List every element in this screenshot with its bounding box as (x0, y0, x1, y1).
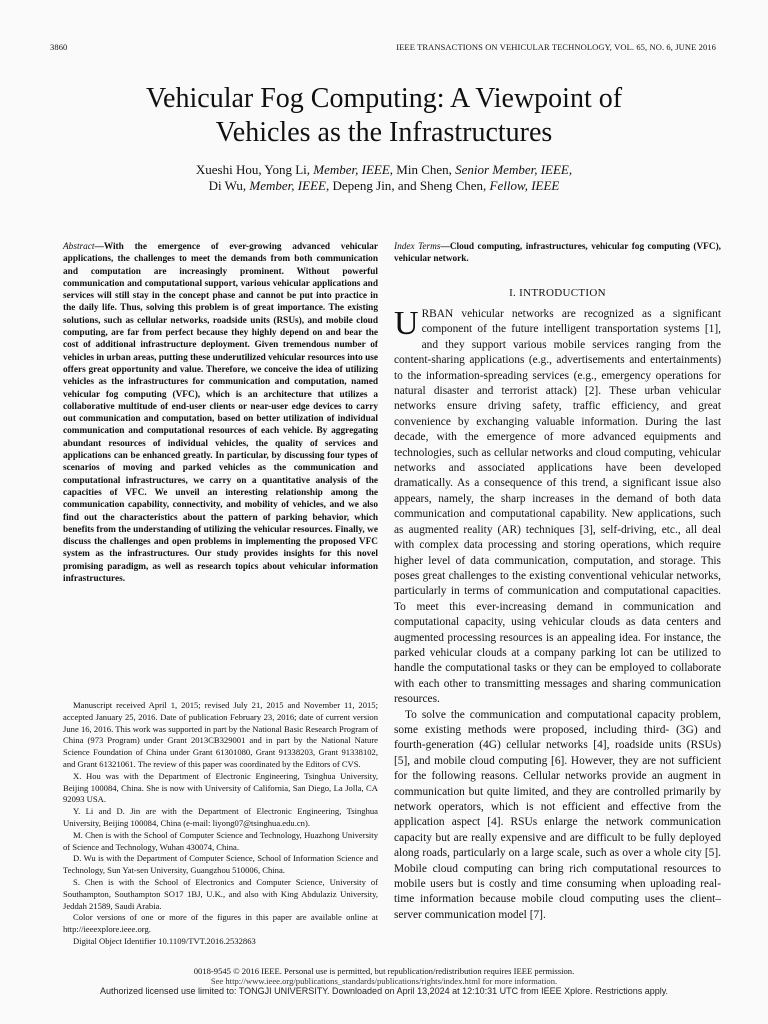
author-name: Sheng Chen (419, 178, 484, 193)
footnote-doi: Digital Object Identifier 10.1109/TVT.2016.2532863 (73, 935, 256, 946)
footnote-affiliation: D. Wu is with the Department of Computer Science, School of Information Science and Technology, Sun Yat-sen University, Guangzhou 510006, China. (63, 853, 378, 876)
footnote-affiliation: Y. Li and D. Jin are with the Department of Electronic Engineering, Tsinghua University, Beijing 100084, China (e-mail: liyong07@tsinghua.edu.cn). (63, 806, 378, 828)
author-role: Member, IEEE (249, 178, 326, 193)
abstract (63, 241, 378, 585)
footnote-affiliation: M. Chen is with the School of Computer Science and Technology, Huazhong University of Science and Technology, Wuhan 430074, China. (63, 829, 378, 852)
rights-link[interactable]: See http://www.ieee.org/publications_standards/publications/rights/index.html for more information. (210, 976, 558, 986)
index-terms-text: —Cloud computing, infrastructures, vehicular fog computing (VFC), vehicular network. (394, 242, 722, 265)
page-number: 3860 (50, 42, 68, 52)
paper-title (60, 82, 708, 150)
author-name: Xueshi Hou (195, 162, 259, 177)
footnote-manuscript: Manuscript received April 1, 2015; revised July 21, 2015 and November 11, 2015; accepted January 25, 2016. Date of publication February 23, 2016; date of current version June 16, 2016. This work was supported in part by the National Basic Research Program of China (973 Program) under Grant 2013CB329001 and in part by the National Nature Science Foundation of China under Grant 61301080, Grant 91338203, Grant 91338102, and Grant 61321061. The review of this paper was coordinated by the Editors of CVS. (63, 700, 378, 769)
title-line-2: Vehicles as the Infrastructures (215, 117, 553, 148)
author-line-2: Di Wu, Member, IEEE, Depeng Jin, and Sheng Chen, Fellow, IEEE (208, 178, 560, 193)
author-role: Fellow, IEEE (489, 178, 560, 193)
abstract-label: Abstract (63, 242, 95, 252)
index-terms-label: Index Terms (394, 242, 441, 252)
intro-paragraph-1: URBAN vehicular networks are recognized as a significant component of the future intelligent transportation systems [1], and they support various mobile services ranging from the content-sharing applications (e.g., advertisements and entertainments) to the information-spreading services (e.g., emergency operations for natural disaster and terrorist attack) [2]. These urban vehicular networks ensure driving safety, traffic efficiency, and great convenience by exchanging valuable information. During the last decade, with the emergence of more advanced equipments and technologies, such as cellular networks and cloud computing, vehicular networks and associated applications have been developed dramatically. As a consequence of this trend, a significant issue also appears, namely, the sharp increases in the demand of both data communication and computational capability. New applications, such as augmented reality (AR) techniques [3], self-driving, etc., all deal with complex data processing and storing operations, which require higher level of data communication, computation, and storage. This poses great challenges to the existing conventional vehicular networks, particularly in terms of communication and computational capacities. To meet this ever-increasing demand in communication and computational capacity, using vehicular clouds as data centers and augmented processing resources is an appealing idea. For instance, the parked vehicular clouds at a company parking lot can be utilized to handle the computational tasks or they can be employed to collaborate with each other to transmitting messages and sharing communication resources. (394, 305, 721, 706)
title-line-1: Vehicular Fog Computing: A Viewpoint of (145, 83, 623, 114)
first-word: RBAN (421, 308, 454, 320)
copyright-line: 0018-9545 © 2016 IEEE. Personal use is permitted, but republication/redistribution requires IEEE permission. (193, 966, 575, 976)
abstract-text: —With the emergence of ever-growing advanced vehicular applications, the challenges to meet the demands from both communication and computation are increasingly prominent. Without powerful communication and computational support, various vehicular applications and services will still stay in the concept phase and cannot be put into practice in the daily life. Thus, solving this problem is of great importance. The existing solutions, such as cellular networks, roadside units (RSUs), and mobile cloud computing, are far from perfect because they highly depend on and bear the cost of additional infrastructure deployment. Given tremendous number of vehicles in urban areas, putting these underutilized vehicular resources into use offers great opportunity and value. Therefore, we conceive the idea of utilizing vehicles as the infrastructures for communication and computation, named vehicular fog computing (VFC), which is an architecture that utilizes a collaborative multitude of end-user clients or near-user edge devices to carry out communication and computation, based on better utilization of individual communication and computational resources of each vehicle. By aggregating abundant resources of individual vehicles, the quality of services and applications can be enhanced greatly. In particular, by discussing four types of scenarios of moving and parked vehicles as the communication and computational infrastructures, we carry on a quantitative analysis of the capacities of VFC. We unveil an interesting relationship among the communication capability, connectivity, and mobility of vehicles, and we also find out the characteristics about the pattern of parking behavior, which benefits from the understanding of utilizing the vehicular resources. Finally, we discuss the challenges and open problems in implementing the proposed VFC system as the infrastructures. Our study provides insights for this novel promising paradigm, as well as research topics about vehicular information infrastructures. (63, 242, 378, 585)
index-terms (394, 241, 721, 266)
author-name: Min Chen (396, 162, 449, 177)
author-line-1: Xueshi Hou, Yong Li, Member, IEEE, Min Chen, Senior Member, IEEE, (195, 162, 573, 177)
license-watermark: Authorized licensed use limited to: TONGJI UNIVERSITY. Downloaded on April 13,2024 at 12:10:31 UTC from IEEE Xplore. Restrictions apply. (99, 986, 669, 996)
footnote-affiliation: S. Chen is with the School of Electronics and Computer Science, University of Southampton, Southampton SO17 1BJ, U.K., and also with King Abdulaziz University, Jeddah 21589, Saudi Arabia. (63, 876, 378, 911)
footnote-color-note: Color versions of one or more of the figures in this paper are available online at http://ieeexplore.ieee.org. (63, 912, 378, 935)
author-role: Senior Member, IEEE (455, 162, 569, 177)
drop-cap: U (394, 305, 419, 342)
author-role: Member, IEEE (313, 162, 390, 177)
footnote-affiliation: X. Hou was with the Department of Electronic Engineering, Tsinghua University, Beijing 100084, China. She is now with University of California, San Diego, La Jolla, CA 92093 USA. (63, 770, 378, 805)
section-heading: I. INTRODUCTION (509, 287, 606, 299)
intro-paragraph-2: To solve the communication and computational capacity problem, some existing methods were proposed, including third- (3G) and fourth-generation (4G) cellular networks [4], roadside units (RSUs) [5], and mobile cloud computing [6]. However, they are not sufficient for the following reasons. Cellular networks provide an augment in communication but quite limited, and they are controlled primarily by network operators, which is not efficient and effective from the application aspect [4]. RSUs enlarge the network communication capacity but are really expensive and are difficult to be fully deployed along roads, particularly on a large scale, such as over a whole city [5]. Mobile cloud computing can bring rich computational resources to mobile users but is costly and time consuming when uploading real-time information because mobile cloud computing uses the client–server communication model [7]. (394, 708, 721, 921)
footnote (63, 700, 378, 948)
author-name: Depeng Jin (332, 178, 392, 193)
author-name: Yong Li (264, 162, 307, 177)
journal-header: IEEE TRANSACTIONS ON VEHICULAR TECHNOLOGY, VOL. 65, NO. 6, JUNE 2016 (396, 42, 716, 52)
author-name: Di Wu (208, 178, 243, 193)
author-list (60, 162, 708, 194)
introduction-body (394, 307, 721, 923)
